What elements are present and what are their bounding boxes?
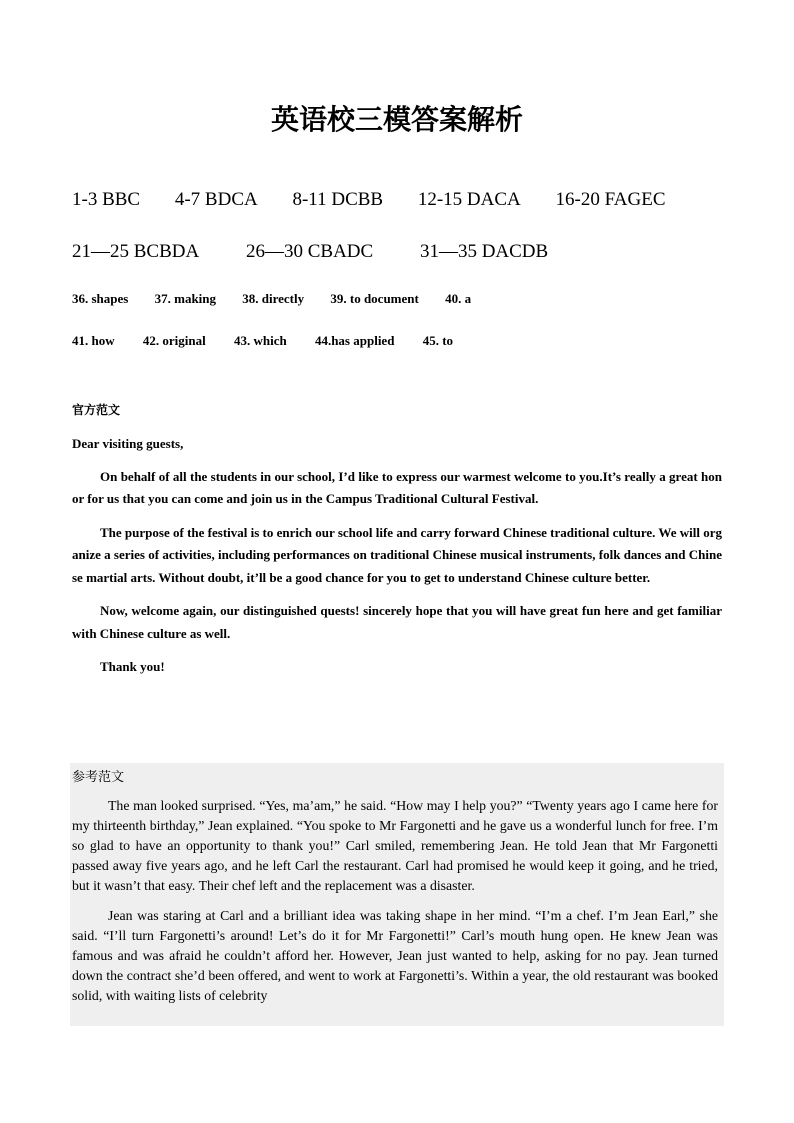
- answer-group: 4-7 BDCA: [174, 189, 258, 210]
- letter-paragraph: Now, welcome again, our distinguished quests! sincerely hope that you will have great fun here and get familiar with Chinese culture as well.: [72, 603, 722, 641]
- answer-group: 1-3 BBC: [72, 189, 141, 210]
- fill-answer: 41. how: [72, 333, 115, 348]
- reference-sample-text: [72, 796, 718, 1006]
- answer-group: 31—35 DACDB: [419, 241, 549, 262]
- letter-paragraph: The purpose of the festival is to enrich our school life and carry forward Chinese traditional culture. We will organize a series of activities, including performances on traditional Chinese musical instruments, folk dances and Chinese martial arts. Without doubt, it’ll be a good chance for you to get to understand Chinese culture better.: [72, 524, 722, 585]
- fill-answer: 40. a: [445, 291, 472, 306]
- fill-answer: 45. to: [422, 333, 454, 348]
- answer-group: 21—25 BCBDA: [72, 241, 200, 262]
- reference-paragraph: The man looked surprised. “Yes, ma’am,” he said. “How may I help you?” “Twenty years ago I came here for my thirteenth birthday,” Jean explained. “You spoke to Mr Fargonetti and he gave us a wonderful lunch for free. I’m so glad to have an opportunity to thank you!” Carl smiled, remembering Jean. He told Jean that Mr Fargonetti passed away five years ago, and he left Carl the restaurant. Carl had promised he would keep it going, and he tried, but it wasn’t that easy. Their chef left and the replacement was a disaster.: [72, 798, 718, 893]
- official-sample-letter: [72, 433, 722, 679]
- reference-sample-label: 参考范文: [72, 770, 125, 785]
- fill-answer: 42. original: [142, 333, 206, 348]
- letter-greeting: Dear visiting guests,: [72, 436, 184, 451]
- reference-paragraph: Jean was staring at Carl and a brilliant idea was taking shape in her mind. “I’m a chef. I’m Jean Earl,” she said. “I’ll turn Fargonetti’s around! Let’s do it for Mr Fargonetti!” Carl’s mouth hung open. He knew Jean was famous and was afraid he couldn’t afford her. However, Jean just wanted to help, asking for no pay. Jean turned down the contract she’d been offered, and went to work at Fargonetti’s. Within a year, the old restaurant was booked solid, with waiting lists of celebrity: [72, 908, 718, 1003]
- fill-answer: 37. making: [154, 291, 217, 306]
- fill-answer: 36. shapes: [72, 291, 129, 306]
- page-title: 英语校三模答案解析: [270, 103, 523, 136]
- letter-closing: Thank you!: [100, 659, 165, 674]
- fill-answer: 38. directly: [242, 291, 305, 306]
- answer-row-2: [72, 241, 590, 263]
- official-sample-label: 官方范文: [72, 403, 121, 417]
- answer-group: 12-15 DACA: [417, 189, 521, 210]
- fill-answer: 44.has applied: [314, 333, 395, 348]
- fill-answer-row-2: [72, 333, 478, 349]
- answer-group: 8-11 DCBB: [292, 189, 384, 210]
- answer-group: 26—30 CBADC: [245, 241, 374, 262]
- fill-answer-row-1: [72, 291, 494, 307]
- answer-row-1: [72, 189, 696, 211]
- reference-sample-box: [70, 763, 724, 1026]
- letter-paragraph: On behalf of all the students in our school, I’d like to express our warmest welcome to you.It’s really a great honor for us that you can come and join us in the Campus Traditional Cultural Festival.: [72, 468, 722, 506]
- fill-answer: 39. to document: [330, 291, 419, 306]
- answer-group: 16-20 FAGEC: [555, 189, 666, 210]
- fill-answer: 43. which: [233, 333, 287, 348]
